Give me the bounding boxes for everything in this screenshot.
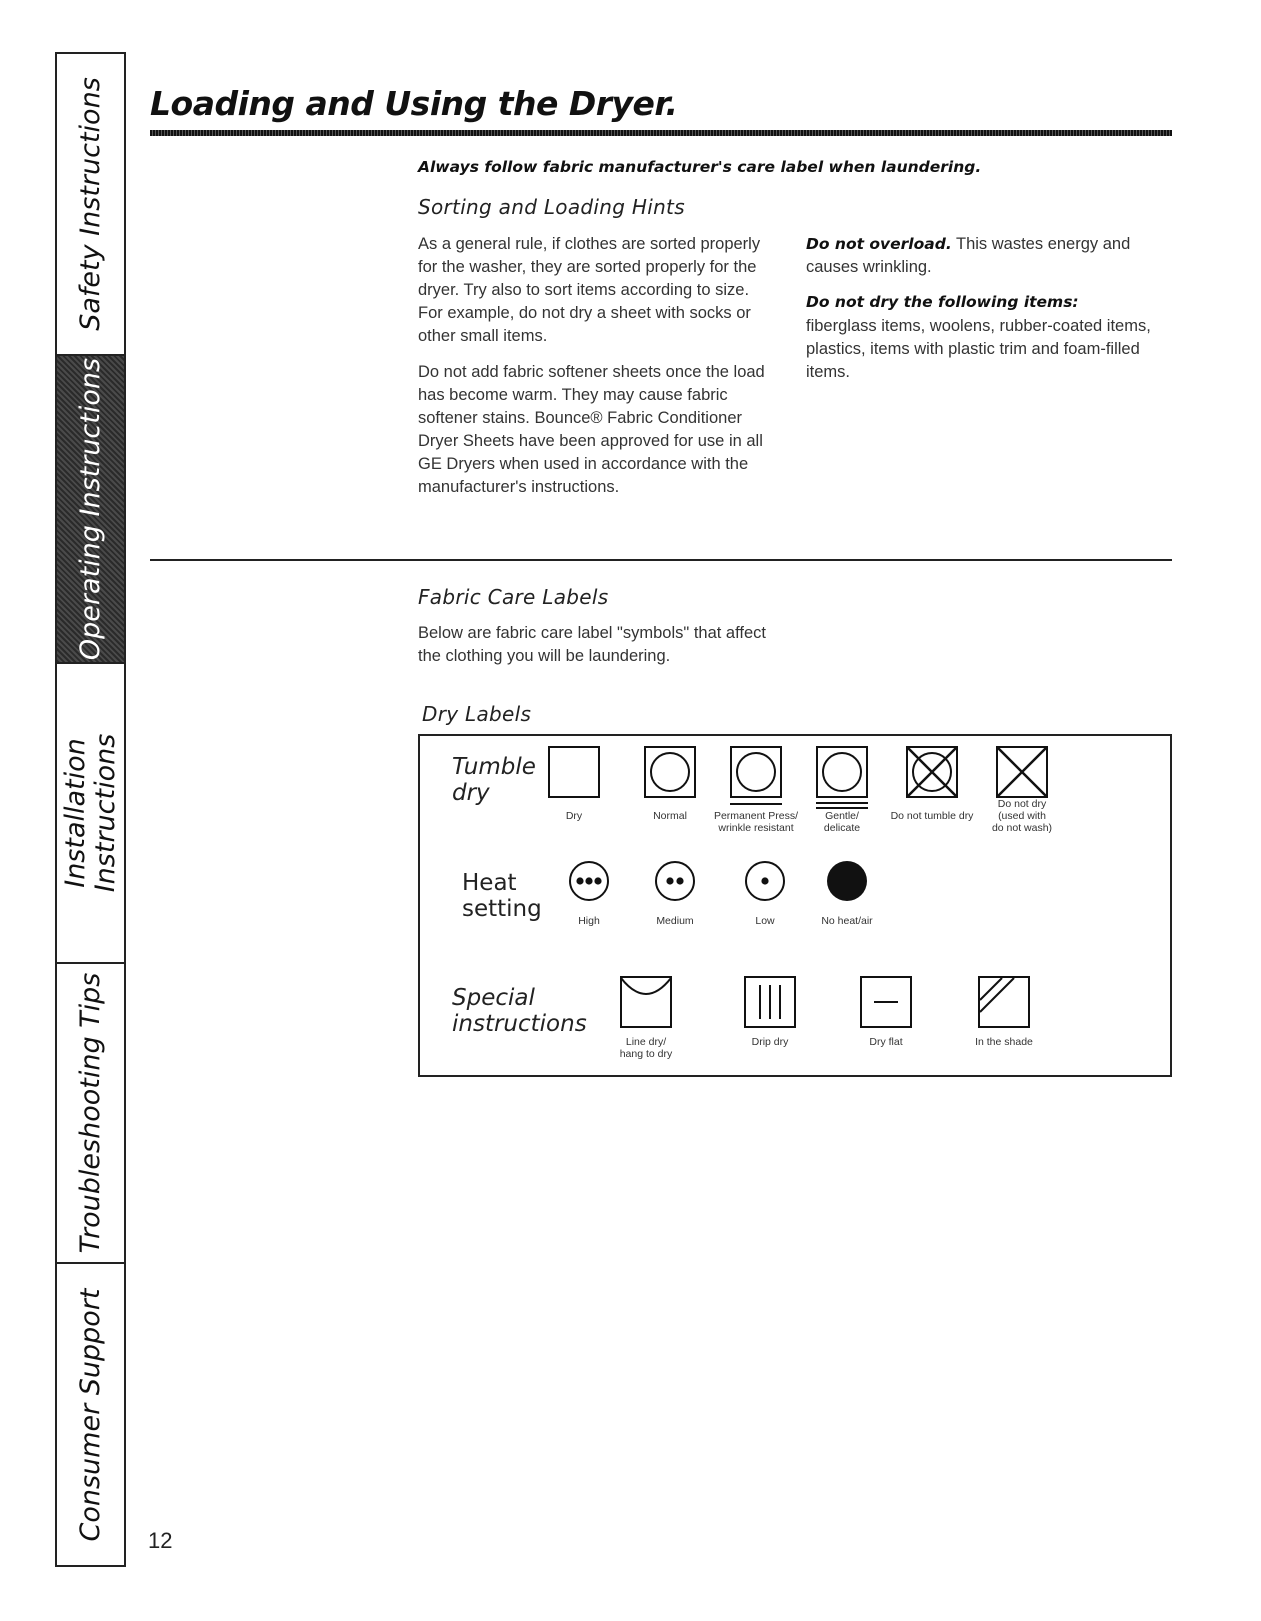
- sorting-paragraph-1: As a general rule, if clothes are sorted properly for the washer, they are sorted properly for the dryer. Try also to sort items according to size. For example, do not dry a sheet with socks or other small items.: [418, 235, 761, 345]
- tab-troubleshooting-tips[interactable]: [57, 964, 124, 1264]
- drip-dry-caption: Drip dry: [751, 1036, 789, 1048]
- tab-label: Troubleshooting Tips: [74, 972, 106, 1254]
- high-caption: High: [578, 915, 600, 927]
- section-tabs: [55, 52, 126, 1567]
- medium-heat-icon: [654, 860, 696, 902]
- low-caption: Low: [755, 915, 775, 927]
- tab-operating-instructions[interactable]: [57, 356, 124, 664]
- in-the-shade-icon: [978, 976, 1030, 1028]
- fabric-care-text: Below are fabric care label "symbols" that affect the clothing you will be laundering.: [418, 624, 766, 665]
- do-not-tumble-dry-caption: Do not tumble dry: [890, 810, 974, 822]
- tab-consumer-support[interactable]: [57, 1264, 124, 1565]
- tab-safety-instructions[interactable]: [57, 54, 124, 356]
- sorting-paragraph-2: Do not add fabric softener sheets once the load has become warm. They may cause fabric softener stains. Bounce® Fabric Conditioner Dryer Sheets have been approved for use in all GE Dryers when used in accordance with the manufacturer's instructions.: [418, 363, 765, 496]
- special-instructions-title: Special instructions: [452, 985, 587, 1037]
- do-not-dry-text: fiberglass items, woolens, rubber-coated items, plastics, items with plastic trim and foam-filled items.: [806, 317, 1151, 381]
- care-label-note: Always follow fabric manufacturer's care label when laundering.: [418, 158, 982, 176]
- no-heat-icon: [826, 860, 868, 902]
- tumble-dry-title: Tumble dry: [452, 754, 536, 806]
- normal-caption: Normal: [653, 810, 687, 822]
- medium-caption: Medium: [656, 915, 694, 927]
- do-not-dry-caption: Do not dry (used with do not wash): [991, 798, 1053, 834]
- low-heat-icon: [744, 860, 786, 902]
- dry-labels-heading: Dry Labels: [422, 702, 532, 726]
- gentle-delicate-caption: Gentle/ delicate: [823, 810, 861, 834]
- heat-setting-title: Heat setting: [462, 870, 542, 922]
- permanent-press-caption: Permanent Press/ wrinkle resistant: [713, 810, 799, 834]
- tab-label: Consumer Support: [74, 1288, 106, 1541]
- tab-label: Operating Instructions: [74, 357, 106, 661]
- tab-label: Safety Instructions: [74, 77, 106, 331]
- tab-label: Installation Instructions: [59, 733, 121, 893]
- normal-tumble-icon: [644, 746, 696, 798]
- dry-labels-table: [418, 734, 1172, 1077]
- in-the-shade-caption: In the shade: [975, 1036, 1033, 1048]
- dry-flat-caption: Dry flat: [869, 1036, 903, 1048]
- page-number: 12: [148, 1528, 173, 1553]
- high-heat-icon: [568, 860, 610, 902]
- sorting-heading: Sorting and Loading Hints: [418, 195, 685, 219]
- line-dry-caption: Line dry/ hang to dry: [619, 1036, 673, 1060]
- title-rule: [150, 130, 1172, 136]
- dry-caption: Dry: [565, 810, 583, 822]
- drip-dry-icon: [744, 976, 796, 1028]
- line-dry-icon: [620, 976, 672, 1028]
- do-not-overload-paragraph: [806, 233, 1146, 279]
- no-heat-caption: No heat/air: [821, 915, 873, 927]
- dry-flat-icon: [860, 976, 912, 1028]
- section-divider: [150, 559, 1172, 561]
- fabric-care-heading: Fabric Care Labels: [418, 585, 609, 609]
- page-title: Loading and Using the Dryer.: [150, 84, 678, 123]
- do-not-tumble-dry-icon: [906, 746, 958, 798]
- dry-square-icon: [548, 746, 600, 798]
- gentle-delicate-icon: [816, 746, 868, 812]
- tab-installation-instructions[interactable]: [57, 664, 124, 964]
- do-not-overload-label: Do not overload.: [806, 235, 952, 253]
- do-not-dry-heading: Do not dry the following items:: [806, 293, 1079, 311]
- permanent-press-icon: [730, 746, 782, 810]
- do-not-overload-text: This wastes energy and causes wrinkling.: [806, 235, 1131, 276]
- do-not-dry-icon: [996, 746, 1048, 798]
